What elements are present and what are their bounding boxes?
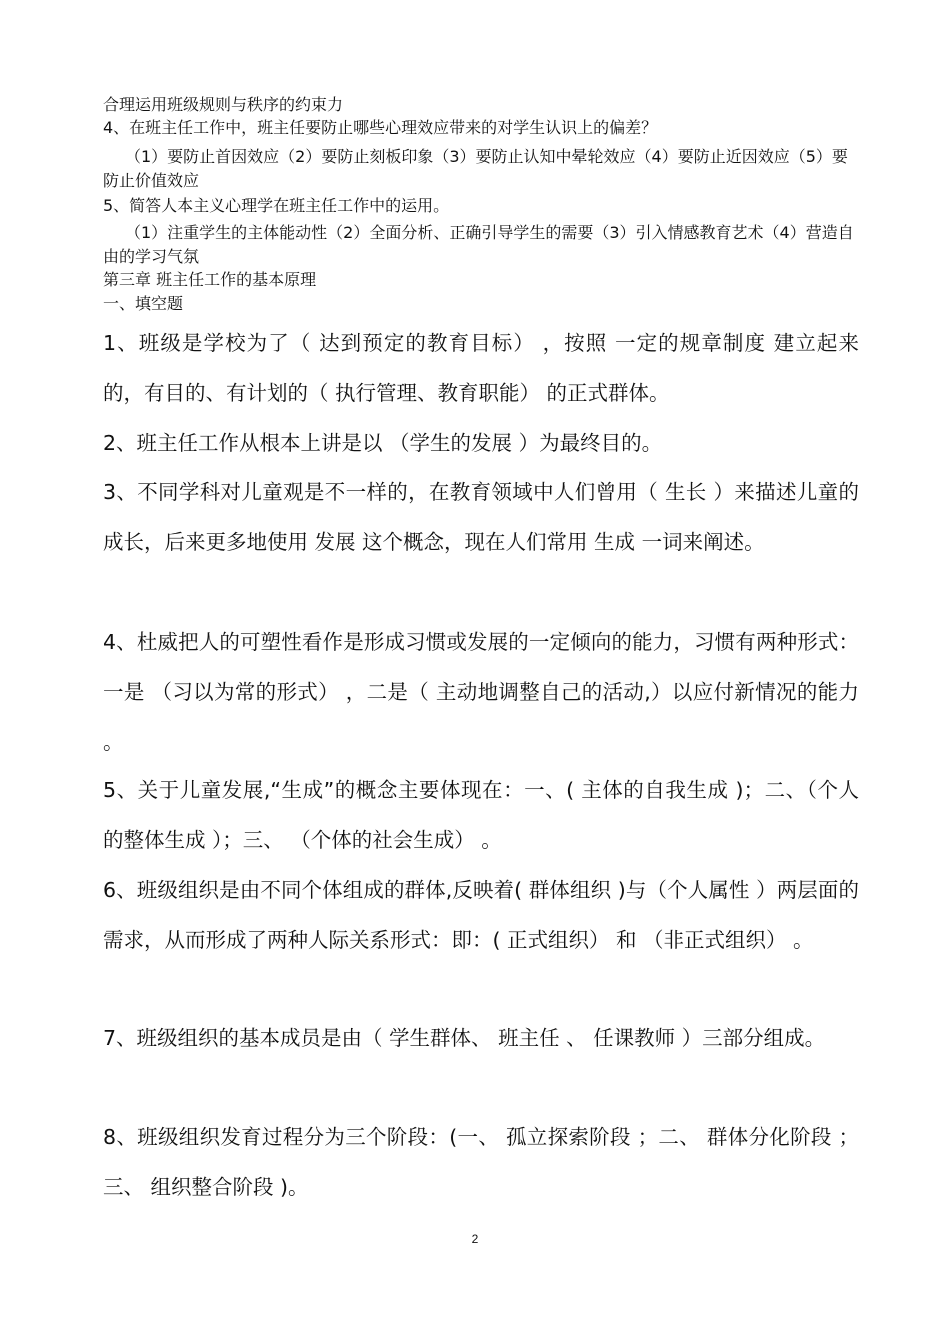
fill-blank-item-2: 2、班主任工作从根本上讲是以 （学生的发展 ）为最终目的。 — [103, 431, 663, 455]
fill-blank-item-8: 8、班级组织发育过程分为三个阶段：(一、 孤立探索阶段 ；二、 群体分化阶段 ；三、 组织整合阶段 )。 — [103, 1125, 859, 1199]
fill-blank-item-7: 7、班级组织的基本成员是由（ 学生群体、 班主任 、 任课教师 ）三部分组成。 — [103, 1026, 826, 1050]
answer-5: （1）注重学生的主体能动性（2）全面分析、正确引导学生的需要（3）引入情感教育艺术（4）营造自由的学习气氛 — [103, 223, 854, 266]
question-5: 5、简答人本主义心理学在班主任工作中的运用。 — [103, 196, 450, 215]
answer-4: （1）要防止首因效应（2）要防止刻板印象（3）要防止认知中晕轮效应（4）要防止近因效应（5）要防止价值效应 — [103, 147, 848, 190]
text-line-continuation: 合理运用班级规则与秩序的约束力 — [103, 95, 344, 114]
fill-blank-item-1: 1、班级是学校为了（ 达到预定的教育目标） ，按照 一定的规章制度 建立起来的，有目的、有计划的（ 执行管理、教育职能） 的正式群体。 — [103, 331, 859, 405]
page-number: 2 — [471, 1232, 479, 1246]
fill-blank-item-4: 4、杜威把人的可塑性看作是形成习惯或发展的一定倾向的能力，习惯有两种形式：一是 （习以为常的形式） ，二是（ 主动地调整自己的活动,）以应付新情况的能力 。 — [103, 630, 859, 754]
chapter-title: 第三章 班主任工作的基本原理 — [103, 270, 317, 289]
question-4: 4、在班主任工作中，班主任要防止哪些心理效应带来的对学生认识上的偏差？ — [103, 118, 658, 137]
fill-blank-item-5: 5、关于儿童发展,“生成”的概念主要体现在：一、( 主体的自我生成 )；二、（个人的整体生成 ）；三、 （个体的社会生成） 。 — [103, 778, 859, 852]
section-title: 一、填空题 — [103, 294, 184, 313]
fill-blank-item-3: 3、不同学科对儿童观是不一样的，在教育领域中人们曾用（ 生长 ）来描述儿童的成长，后来更多地使用 发展 这个概念，现在人们常用 生成 一词来阐述。 — [103, 480, 859, 554]
fill-blank-item-6: 6、班级组织是由不同个体组成的群体,反映着( 群体组织 )与（个人属性 ）两层面的需求，从而形成了两种人际关系形式：即：( 正式组织） 和 （非正式组织） 。 — [103, 878, 859, 952]
